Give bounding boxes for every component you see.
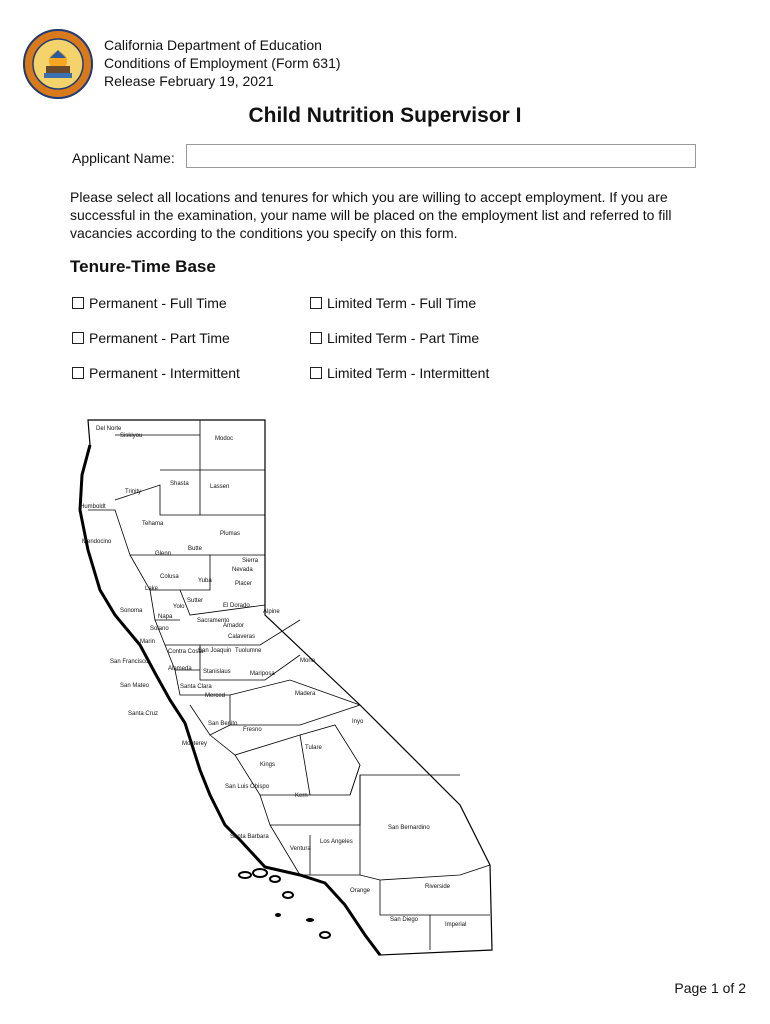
county-label: Imperial [445, 922, 467, 928]
county-label: San Francisco [110, 659, 149, 665]
county-label: San Mateo [120, 683, 150, 689]
county-label: Santa Barbara [230, 834, 269, 840]
county-label: Tuolumne [235, 648, 262, 654]
checkbox[interactable] [72, 332, 84, 344]
county-label: Amador [223, 623, 245, 629]
document-header [104, 36, 341, 90]
county-label: Orange [350, 888, 371, 894]
county-label: Sierra [242, 558, 259, 564]
county-label: Sonoma [120, 608, 143, 614]
checkbox[interactable] [72, 367, 84, 379]
county-label: Siskiyou [120, 433, 143, 439]
county-label: Nevada [232, 567, 253, 573]
county-label: Modoc [215, 436, 234, 442]
option-label: Limited Term - Full Time [327, 295, 477, 311]
county-label: Tulare [305, 745, 322, 751]
tenure-option-limited-full-time[interactable] [310, 295, 476, 311]
applicant-name-field[interactable] [186, 144, 696, 168]
tenure-heading: Tenure-Time Base [70, 257, 216, 276]
option-label: Permanent - Intermittent [89, 365, 240, 381]
county-label: Santa Cruz [128, 711, 159, 717]
county-label: Shasta [170, 481, 189, 487]
tenure-option-permanent-part-time[interactable] [72, 330, 230, 346]
county-label: Del Norte [96, 426, 122, 432]
county-label: El Dorado [223, 603, 250, 609]
county-label: San Diego [390, 917, 419, 923]
county-label: Butte [188, 546, 203, 552]
page-number: Page 1 of 2 [674, 980, 746, 996]
county-label: Santa Clara [180, 684, 212, 690]
checkbox[interactable] [310, 332, 322, 344]
county-label: Riverside [425, 884, 451, 890]
county-label: San Benito [208, 721, 238, 727]
checkbox[interactable] [72, 297, 84, 309]
header-form: Conditions of Employment (Form 631) [104, 55, 341, 71]
tenure-option-permanent-full-time[interactable] [72, 295, 227, 311]
county-label: Marin [140, 639, 156, 645]
tenure-option-limited-part-time[interactable] [310, 330, 479, 346]
county-label: Stanislaus [203, 669, 231, 675]
county-label: Kings [260, 762, 276, 768]
county-label: Sacramento [197, 618, 230, 624]
county-label: Trinity [125, 489, 142, 495]
county-label: Plumas [220, 531, 241, 537]
option-label: Permanent - Part Time [89, 330, 230, 346]
county-label: San Joaquin [198, 648, 232, 654]
county-label: Colusa [160, 574, 179, 580]
county-label: Placer [235, 581, 253, 587]
county-label: Lassen [210, 484, 230, 490]
county-label: Los Angeles [320, 839, 353, 845]
county-label: Mono [300, 658, 316, 664]
checkbox[interactable] [310, 297, 322, 309]
header-agency: California Department of Education [104, 37, 322, 53]
county-label: Napa [158, 614, 173, 620]
county-label: Madera [295, 691, 316, 697]
county-label: San Bernardino [388, 825, 430, 831]
county-label: Alpine [263, 609, 280, 615]
county-label: Inyo [352, 719, 364, 725]
county-label: Kern [295, 793, 308, 799]
county-label: Contra Costa [168, 649, 204, 655]
county-label: Tehama [142, 521, 164, 527]
county-label: Monterey [182, 741, 208, 747]
county-label: San Luis Obispo [225, 784, 270, 790]
county-label: Mendocino [82, 539, 112, 545]
california-county-map [60, 405, 530, 965]
county-label: Yolo [173, 604, 185, 610]
header-release: Release February 19, 2021 [104, 73, 274, 89]
county-label: Merced [205, 693, 226, 699]
county-label: Lake [145, 586, 159, 592]
option-label: Limited Term - Intermittent [327, 365, 490, 381]
option-label: Limited Term - Part Time [327, 330, 480, 346]
tenure-option-permanent-intermittent[interactable] [72, 365, 240, 381]
county-label: Humboldt [80, 504, 106, 510]
county-label: Mariposa [250, 671, 275, 677]
option-label: Permanent - Full Time [89, 295, 227, 311]
county-label: Solano [150, 626, 169, 632]
tenure-option-limited-intermittent[interactable] [310, 365, 489, 381]
county-label: Fresno [243, 727, 262, 733]
checkbox[interactable] [310, 367, 322, 379]
instructions-text: Please select all locations and tenures for which you are willing to accept employment. If you are successful in the examination, your name will be placed on the employment list and referred to fill vacancies according to the conditions you specify on this form. [70, 189, 672, 241]
county-label: Alameda [168, 666, 192, 672]
county-label: Sutter [187, 598, 204, 604]
cde-seal-logo [22, 28, 94, 100]
county-label: Ventura [290, 846, 311, 852]
county-label: Calaveras [228, 634, 256, 640]
county-label: Glenn [155, 551, 172, 557]
county-label: Yuba [198, 578, 212, 584]
applicant-name-label: Applicant Name: [72, 150, 175, 166]
page-title: Child Nutrition Supervisor I [248, 104, 522, 127]
